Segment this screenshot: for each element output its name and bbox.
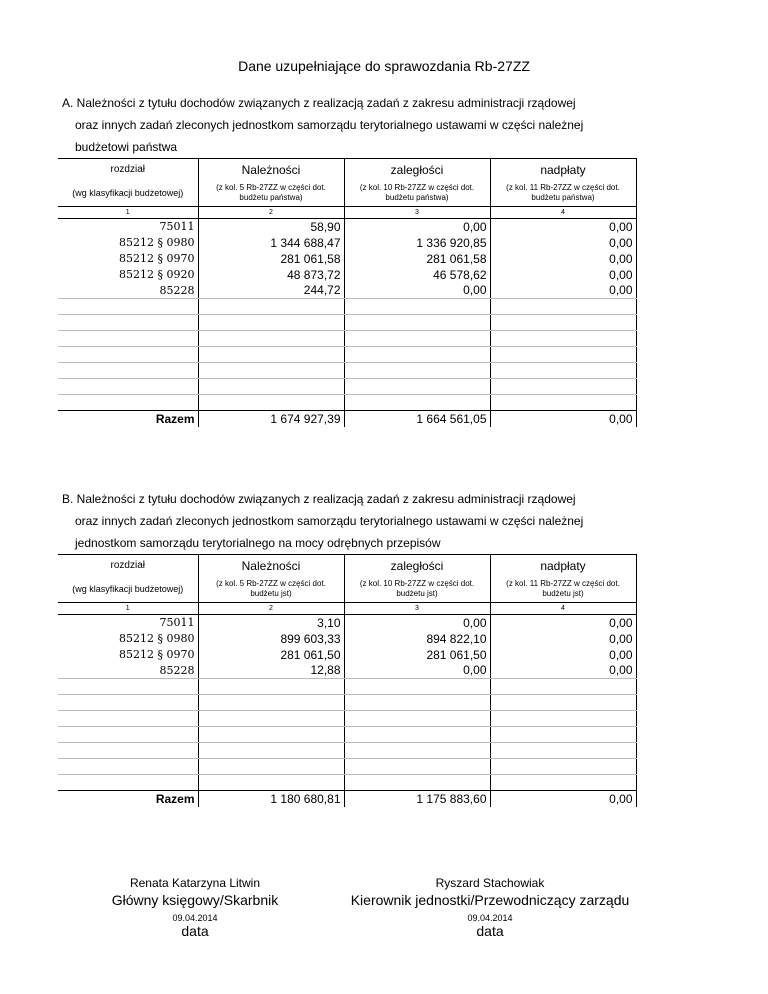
table-row [58, 235, 636, 251]
row-code: 75011 [58, 615, 198, 631]
signature-left-date: 09.04.2014 [172, 913, 218, 923]
signature-left [70, 876, 320, 939]
empty-row [58, 347, 636, 363]
section-a-col1-sub: (wg klasyfikacji budżetowej) [72, 188, 184, 199]
empty-row [58, 299, 636, 315]
row-zaleglosci: 281 061,50 [344, 647, 490, 663]
signature-right-role: Kierownik jednostki/Przewodniczący zarządu [350, 892, 630, 908]
total-naleznosci: 1 674 927,39 [198, 411, 344, 427]
section-b-colnum-1: 1 [58, 603, 198, 615]
total-nadplaty: 0,00 [490, 791, 636, 807]
row-zaleglosci: 0,00 [344, 219, 490, 235]
total-naleznosci: 1 180 680,81 [198, 791, 344, 807]
table-row [58, 615, 636, 631]
row-code: 85212 § 0970 [119, 648, 195, 661]
section-a-colnum-4: 4 [490, 207, 636, 219]
table-row [58, 283, 636, 299]
table-row [58, 631, 636, 647]
row-code: 75011 [58, 219, 198, 235]
section-b-colnum-3: 3 [344, 603, 490, 615]
empty-row [58, 727, 636, 743]
table-row [58, 219, 636, 235]
row-naleznosci: 12,88 [198, 663, 344, 679]
empty-row [58, 379, 636, 395]
table-row [58, 251, 636, 267]
section-a-col2-title: Należności [198, 159, 344, 181]
section-a-col3-title: zaległości [344, 159, 490, 181]
row-nadplaty: 0,00 [490, 235, 636, 251]
empty-row [58, 775, 636, 791]
section-a-table [58, 158, 637, 427]
signature-left-role: Główny księgowy/Skarbnik [111, 892, 279, 908]
table-row [58, 647, 636, 663]
section-a-col3-sub: (z kol. 10 Rb-27ZZ w części dot. budżetu państwa) [344, 181, 490, 207]
row-nadplaty: 0,00 [490, 615, 636, 631]
row-zaleglosci: 0,00 [344, 663, 490, 679]
row-zaleglosci: 894 822,10 [344, 631, 490, 647]
total-row [58, 791, 636, 807]
section-b-col2-sub: (z kol. 5 Rb-27ZZ w części dot. budżetu jst) [198, 577, 344, 603]
row-nadplaty: 0,00 [490, 631, 636, 647]
row-zaleglosci: 1 336 920,85 [344, 235, 490, 251]
signature-left-name: Renata Katarzyna Litwin [129, 876, 261, 890]
row-naleznosci: 1 344 688,47 [198, 235, 344, 251]
section-a-heading-line-1: A. Należności z tytułu dochodów związanych z realizacją zadań z zakresu administracji rządowej [62, 96, 576, 110]
row-naleznosci: 58,90 [198, 219, 344, 235]
row-code: 85212 § 0980 [119, 632, 195, 645]
total-zaleglosci: 1 175 883,60 [344, 791, 490, 807]
section-b-col1-sub: (wg klasyfikacji budżetowej) [72, 584, 184, 595]
section-a-col4-title: nadpłaty [490, 159, 636, 181]
section-b-col3-sub: (z kol. 10 Rb-27ZZ w części dot. budżetu jst) [344, 577, 490, 603]
row-naleznosci: 244,72 [198, 283, 344, 299]
row-nadplaty: 0,00 [490, 647, 636, 663]
row-zaleglosci: 0,00 [344, 283, 490, 299]
row-nadplaty: 0,00 [490, 219, 636, 235]
empty-row [58, 711, 636, 727]
row-code: 85228 [58, 283, 198, 299]
row-code: 85212 § 0980 [119, 236, 195, 249]
empty-row [58, 743, 636, 759]
section-b-heading-line-1: B. Należności z tytułu dochodów związanych z realizacją zadań z zakresu administracji rządowej [62, 492, 576, 506]
section-a-colnum-2: 2 [198, 207, 344, 219]
row-zaleglosci: 281 061,58 [344, 251, 490, 267]
row-nadplaty: 0,00 [490, 267, 636, 283]
signature-right-date: 09.04.2014 [467, 913, 513, 923]
empty-row [58, 363, 636, 379]
total-label: Razem [58, 791, 198, 807]
row-zaleglosci: 0,00 [344, 615, 490, 631]
row-code: 85212 § 0920 [119, 268, 195, 281]
section-b-table [58, 554, 637, 807]
page-title: Dane uzupełniające do sprawozdania Rb-27ZZ [238, 58, 530, 74]
section-a-colnum-3: 3 [344, 207, 490, 219]
row-naleznosci: 281 061,50 [198, 647, 344, 663]
empty-row [58, 679, 636, 695]
signature-left-label: data [181, 923, 209, 939]
empty-row [58, 695, 636, 711]
empty-row [58, 759, 636, 775]
section-b-col2-title: Należności [198, 555, 344, 577]
signature-right-label: data [476, 923, 504, 939]
section-a-col1-title: rozdział [58, 159, 198, 181]
row-naleznosci: 48 873,72 [198, 267, 344, 283]
section-b-colnum-2: 2 [198, 603, 344, 615]
empty-row [58, 395, 636, 411]
row-nadplaty: 0,00 [490, 663, 636, 679]
section-b-col4-title: nadpłaty [490, 555, 636, 577]
row-nadplaty: 0,00 [490, 251, 636, 267]
row-nadplaty: 0,00 [490, 283, 636, 299]
row-zaleglosci: 46 578,62 [344, 267, 490, 283]
section-b-heading-line-2: oraz innych zadań zleconych jednostkom samorządu terytorialnego ustawami w części należnej [75, 514, 584, 528]
table-row [58, 663, 636, 679]
total-label: Razem [58, 411, 198, 427]
section-b-col3-title: zaległości [344, 555, 490, 577]
empty-row [58, 331, 636, 347]
row-code: 85228 [58, 663, 198, 679]
row-code: 85212 § 0970 [119, 252, 195, 265]
row-naleznosci: 899 603,33 [198, 631, 344, 647]
section-b-heading-line-3: jednostkom samorządu terytorialnego na mocy odrębnych przepisów [75, 536, 441, 550]
section-a-colnum-1: 1 [58, 207, 198, 219]
section-a-heading-line-2: oraz innych zadań zleconych jednostkom samorządu terytorialnego ustawami w części należnej [75, 118, 584, 132]
section-b-col1-title: rozdział [58, 555, 198, 577]
section-a-col2-sub: (z kol. 5 Rb-27ZZ w części dot. budżetu państwa) [198, 181, 344, 207]
section-b-col4-sub: (z kol. 11 Rb-27ZZ w części dot. budżetu jst) [490, 577, 636, 603]
table-row [58, 267, 636, 283]
signature-right-name: Ryszard Stachowiak [435, 876, 545, 890]
row-naleznosci: 3,10 [198, 615, 344, 631]
signature-right [340, 876, 640, 939]
section-b-colnum-4: 4 [490, 603, 636, 615]
total-nadplaty: 0,00 [490, 411, 636, 427]
section-a-heading-line-3: budżetowi państwa [75, 140, 178, 154]
total-zaleglosci: 1 664 561,05 [344, 411, 490, 427]
empty-row [58, 315, 636, 331]
total-row [58, 411, 636, 427]
section-a-col4-sub: (z kol. 11 Rb-27ZZ w części dot. budżetu państwa) [490, 181, 636, 207]
row-naleznosci: 281 061,58 [198, 251, 344, 267]
